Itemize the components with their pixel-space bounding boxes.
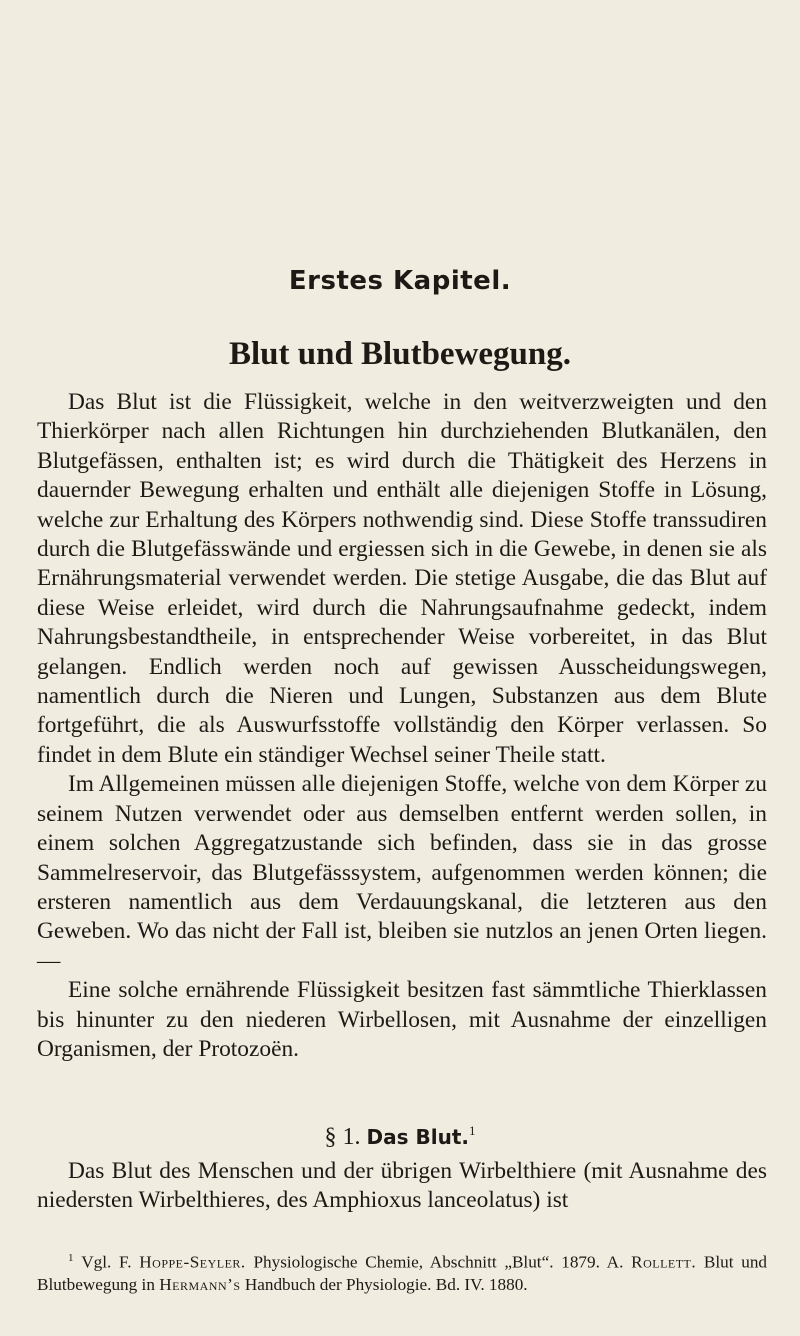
section-heading <box>0 1123 800 1151</box>
footnote-author-2: Rollett. <box>631 1252 697 1272</box>
footnote-part-3: Blut und Blutbewegung in <box>37 1252 768 1294</box>
section-body <box>37 1157 767 1216</box>
section-title: Das Blut. <box>366 1125 469 1149</box>
paragraph-1: Das Blut ist die Flüssigkeit, welche in den weitverzweigten und den Thierkörper nach allen Richtungen hin durchziehenden Blutkanälen, den Blutgefässen, enthalten ist; es wird durch die Thätigkeit des Herzens in dauernder Bewegung erhalten und enthält alle diejenigen Stoffe in Lösung, welche zur Erhaltung des Körpers nothwendig sind. Diese Stoffe transsudiren durch die Blutgefässwände und ergiessen sich in die Gewebe, in denen sie als Ernährungsmaterial verwendet werden. Die stetige Ausgabe, die das Blut auf diese Weise erleidet, wird durch die Nahrungsaufnahme gedeckt, indem Nahrungsbestandtheile, in entsprechender Weise vorbereitet, in das Blut gelangen. Endlich werden noch auf gewissen Ausscheidungswegen, namentlich durch die Nieren und Lungen, Substanzen aus dem Blute fortgeführt, die als Auswurfsstoffe vollständig den Körper verlassen. So findet in dem Blute ein ständiger Wechsel seiner Theile statt. <box>37 389 767 768</box>
paragraph-2: Im Allgemeinen müssen alle diejenigen Stoffe, welche von dem Körper zu seinem Nutzen verwendet oder aus demselben entfernt werden sollen, in einem solchen Aggregatzustande sich befinden, dass sie in das grosse Sammelreservoir, das Blutgefässsystem, aufgenommen werden können; die ersteren namentlich aus dem Verdauungskanal, die letzteren aus den Geweben. Wo das nicht der Fall ist, bleiben sie nutzlos an jenen Orten liegen. — <box>37 771 767 974</box>
section-number: § 1. <box>324 1124 361 1150</box>
footnote-text <box>37 1247 767 1296</box>
section-footnote-mark: 1 <box>468 1123 476 1138</box>
footnote-part-1: Vgl. F. <box>81 1252 140 1272</box>
section-paragraph: Das Blut des Menschen und der übrigen Wirbelthiere (mit Ausnahme des niedersten Wirbelthieres, des Amphioxus lanceolatus) ist <box>37 1158 767 1214</box>
paragraph-3: Eine solche ernährende Flüssigkeit besitzen fast sämmtliche Thierklassen bis hinunter zu den niederen Wirbellosen, mit Ausnahme der einzelligen Organismen, der Protozoën. <box>37 977 767 1062</box>
footnote-mark: 1 <box>68 1252 74 1264</box>
chapter-title: Blut und Blutbewegung. <box>228 336 572 372</box>
chapter-heading: Erstes Kapitel. <box>288 266 512 296</box>
footnote-author-3: Hermann’s <box>159 1274 241 1294</box>
footnote-part-4: Handbuch der Physiologie. Bd. IV. 1880. <box>240 1274 528 1294</box>
footnote-part-2: Physiologische Chemie, Abschnitt „Blut“. 1879. A. <box>245 1252 632 1272</box>
footnote <box>37 1247 767 1296</box>
chapter-body <box>37 388 767 1064</box>
footnote-author-1: Hoppe-Seyler. <box>139 1252 246 1272</box>
